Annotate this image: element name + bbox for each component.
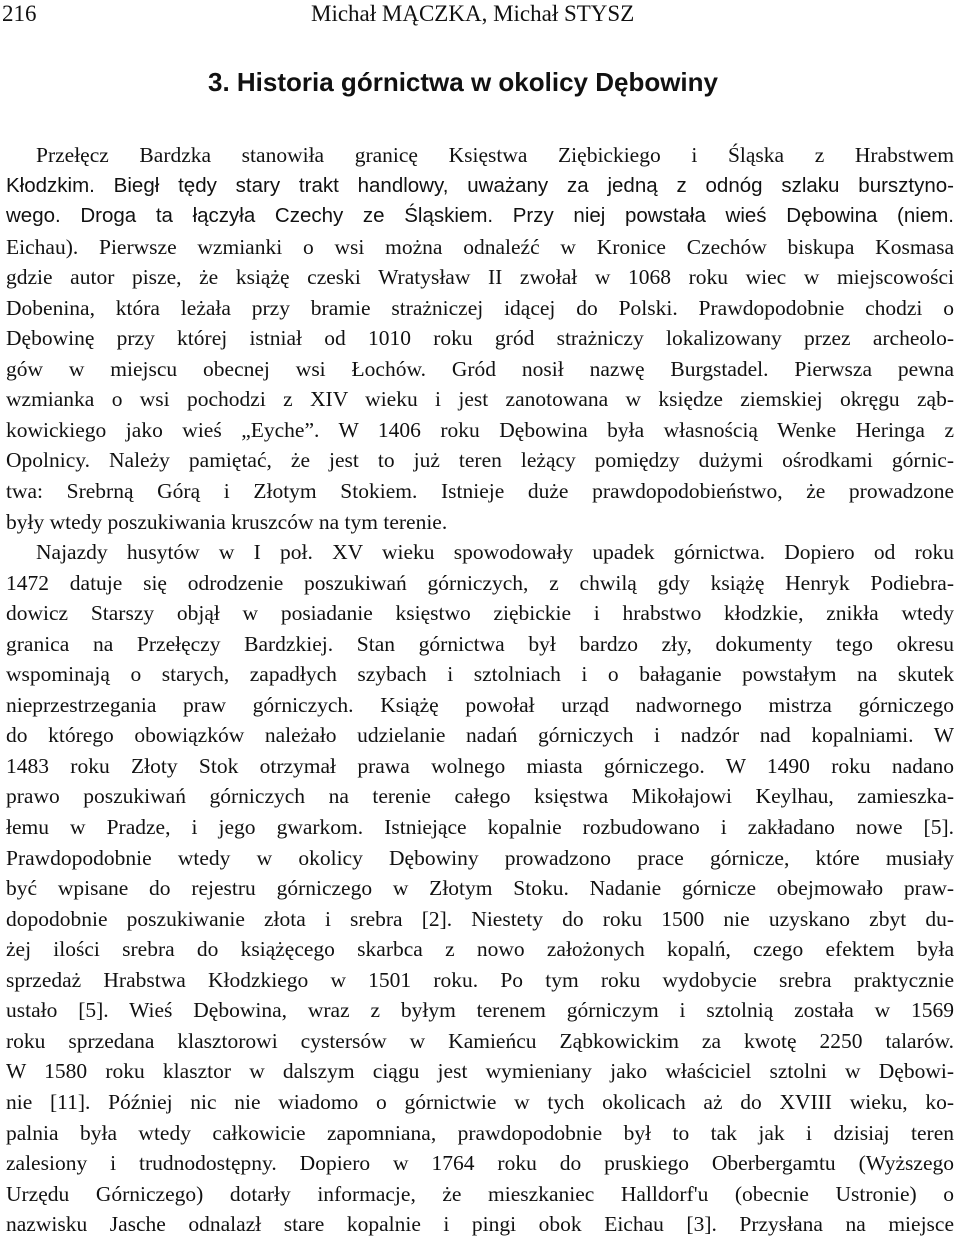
text-line: wzmianka o wsi pochodzi z XIV wieku i jest zanotowana w księdze ziemskiej okręgu ząb- bbox=[6, 387, 954, 412]
body-text bbox=[6, 140, 954, 1240]
text-line: nie [11]. Później nic nie wiadomo o górnictwie w tych okolicach aż do XVIII wieku, ko- bbox=[6, 1089, 954, 1114]
text-line: granica na Przełęczy Bardzkiej. Stan górnictwa był bardzo zły, dokumenty tego okresu bbox=[6, 631, 954, 656]
text-line: dopodobnie poszukiwanie złota i srebra [2]. Niestety do roku 1500 nie uzyskano zbyt du- bbox=[6, 906, 954, 931]
text-line: Prawdopodobnie wtedy w okolicy Dębowiny prowadzono prace górnicze, które musiały bbox=[6, 845, 954, 870]
text-line: Kłodzkim. Biegł tędy stary trakt handlowy, uważany za jedną z odnóg szlaku bursztyno- bbox=[6, 173, 954, 197]
text-line: gów w miejscu obecnej wsi Łochów. Gród nosił nazwę Burgstadel. Pierwsza pewna bbox=[6, 356, 954, 381]
text-line: wego. Droga ta łączyła Czechy ze Śląskiem. Przy niej powstała wieś Dębowina (niem. bbox=[6, 204, 954, 228]
page-number: 216 bbox=[2, 1, 37, 26]
text-line: kowickiego jako wieś „Eyche”. W 1406 roku Dębowina była własnością Wenke Heringa z bbox=[6, 417, 954, 442]
running-head-authors: Michał MĄCZKA, Michał STYSZ bbox=[311, 1, 635, 26]
text-line: W 1580 roku klasztor w dalszym ciągu jest wymieniany jako właściciel sztolni w Dębowi- bbox=[6, 1059, 954, 1084]
text-line: żej ilości srebra do książęcego skarbca z nowo założonych kopalń, czego efektem była bbox=[6, 937, 954, 962]
text-line: palnia była wtedy całkowicie zapomniana, prawdopodobnie był to tak jak i dzisiaj teren bbox=[6, 1120, 954, 1145]
text-line: 1472 datuje się odrodzenie poszukiwań górniczych, z chwilą gdy książę Henryk Podiebra- bbox=[6, 570, 954, 595]
text-line: Eichau). Pierwsze wzmianki o wsi można odnaleźć w Kronice Czechów biskupa Kosmasa bbox=[6, 234, 954, 259]
running-head bbox=[0, 0, 960, 40]
text-line: Dobenina, która leżała przy bramie strażniczej idącej do Polski. Prawdopodobnie chodzi o bbox=[6, 295, 954, 320]
text-line: prawo poszukiwań górniczych na terenie całego księstwa Mikołajowi Keylhau, zamieszka- bbox=[6, 784, 954, 809]
text-line: zalesiony i trudnodostępny. Dopiero w 1764 roku do pruskiego Oberbergamtu (Wyższego bbox=[6, 1151, 954, 1176]
text-line: sprzedaż Hrabstwa Kłodzkiego w 1501 roku. Po tym roku wydobycie srebra praktycznie bbox=[6, 967, 954, 992]
text-line: łemu w Pradze, i jego gwarkom. Istniejące kopalnie rozbudowano i zakładano nowe [5]. bbox=[6, 815, 954, 840]
text-line: Najazdy husytów w I poł. XV wieku spowodowały upadek górnictwa. Dopiero od roku bbox=[36, 540, 954, 565]
text-line: nieprzestrzegania praw górniczych. Książę powołał urząd nadwornego mistrza górniczego bbox=[6, 692, 954, 717]
text-line: twa: Srebrną Górą i Złotym Stokiem. Istnieje duże prawdopodobieństwo, że prowadzone bbox=[6, 479, 954, 504]
text-line: Przełęcz Bardzka stanowiła granicę Księstwa Ziębickiego i Śląska z Hrabstwem bbox=[36, 143, 954, 167]
text-line: do którego obowiązków należało udzielanie nadań górniczych i nadzór nad kopalniami. W bbox=[6, 723, 954, 748]
text-line: Dębowinę przy której istniał od 1010 roku gród strażniczy lokalizowany przez archeolo- bbox=[6, 326, 954, 351]
text-line: były wtedy poszukiwania kruszców na tym terenie. bbox=[6, 509, 448, 534]
section-title: 3. Historia górnictwa w okolicy Dębowiny bbox=[208, 67, 718, 97]
text-line: dowicz Starszy objął w posiadanie księstwo ziębickie i hrabstwo kłodzkie, znikła wtedy bbox=[6, 601, 954, 626]
text-line: ustało [5]. Wieś Dębowina, wraz z byłym terenem górniczym i sztolnią została w 1569 bbox=[6, 998, 954, 1023]
text-line: być wpisane do rejestru górniczego w Złotym Stoku. Nadanie górnicze obejmowało praw- bbox=[6, 876, 954, 901]
text-line: Opolnicy. Należy pamiętać, że jest to już teren leżący pomiędzy dużymi ośrodkami górnic- bbox=[6, 448, 954, 473]
text-line: nazwisku Jasche odnalazł stare kopalnie i pingi obok Eichau [3]. Przysłana na miejsce bbox=[6, 1212, 954, 1237]
text-line: gdzie autor pisze, że książę czeski Wratysław II zwołał w 1068 roku wiec w miejscowości bbox=[6, 265, 954, 290]
text-line: roku sprzedana klasztorowi cystersów w Kamieńcu Ząbkowickim za kwotę 2250 talarów. bbox=[6, 1028, 954, 1053]
text-line: Urzędu Górniczego) dotarły informacje, że mieszkaniec Halldorf'u (obecnie Ustronie) o bbox=[6, 1181, 954, 1206]
text-line: 1483 roku Złoty Stok otrzymał prawa wolnego miasta górniczego. W 1490 roku nadano bbox=[6, 753, 954, 778]
text-line: wspominają o starych, zapadłych szybach i sztolniach i o bałaganie powstałym na skutek bbox=[6, 662, 954, 687]
